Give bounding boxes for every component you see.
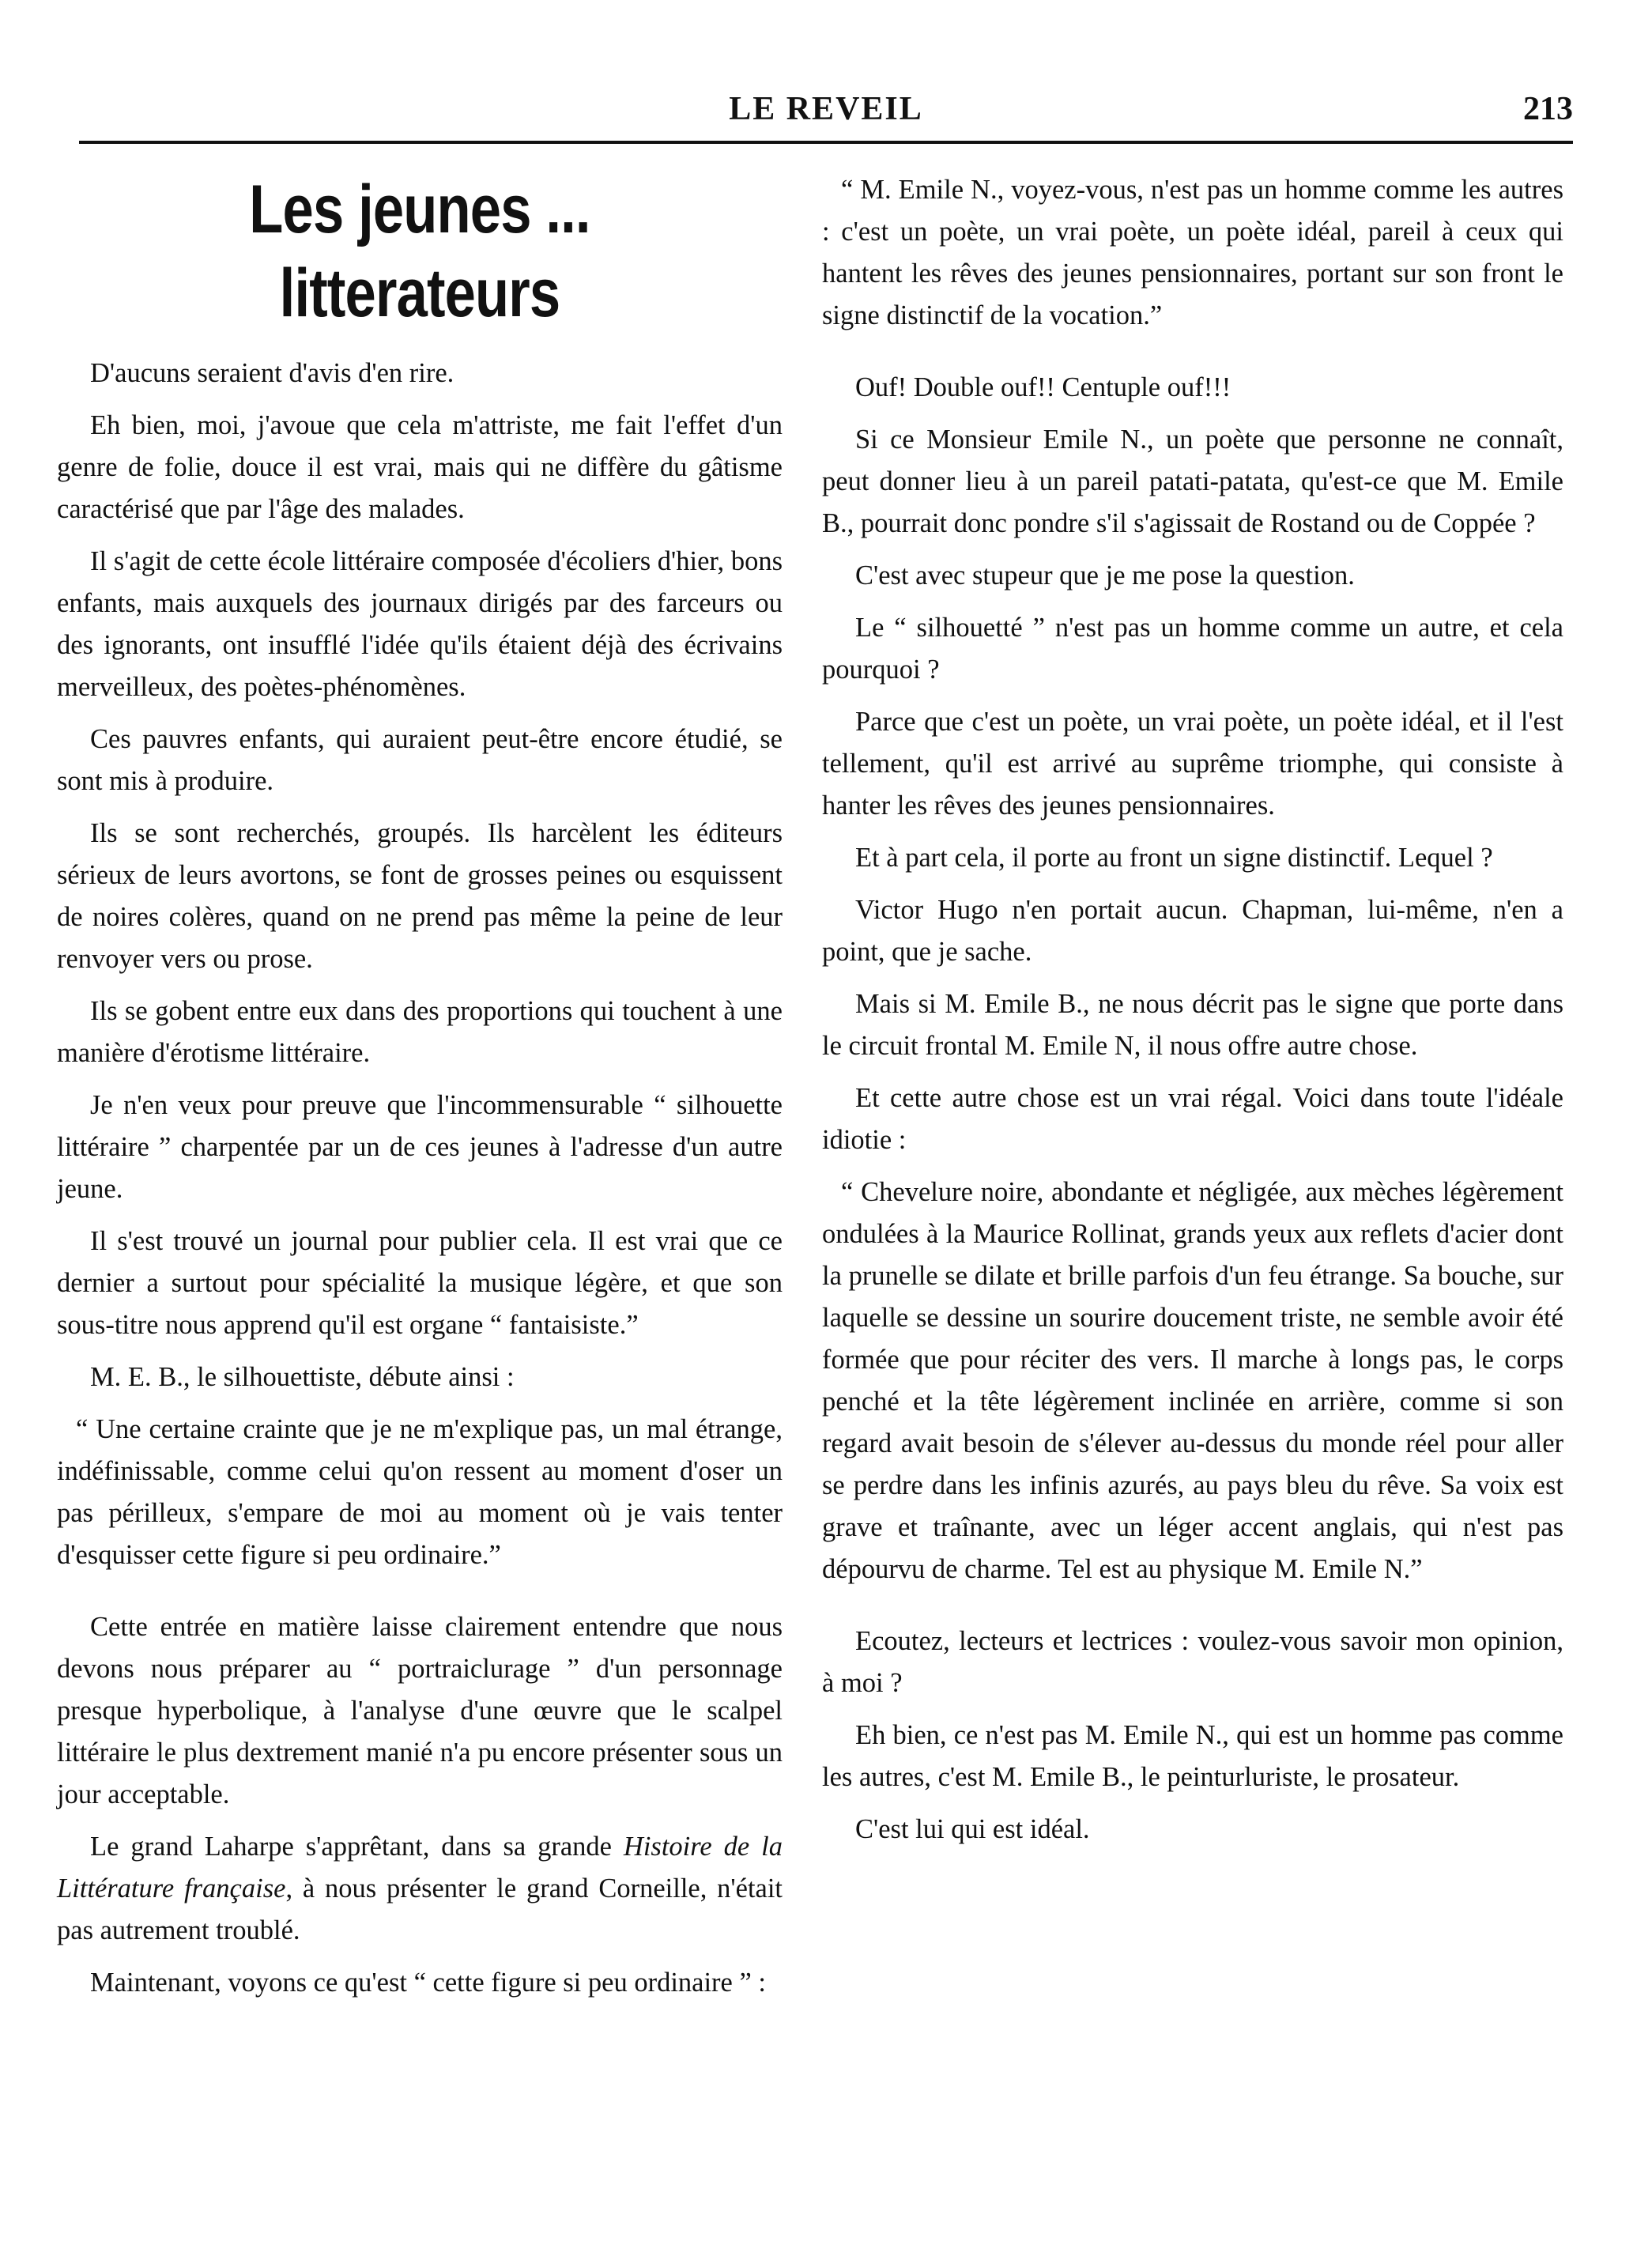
paragraph: Parce que c'est un poète, un vrai poète, un poète idéal, et il l'est tellement, qu'il est arrivé au suprême triomphe, qui consiste à hanter les rêves des jeunes pensionnaires.: [822, 707, 1563, 821]
paragraph: M. E. B., le silhouettiste, débute ainsi :: [90, 1362, 515, 1392]
paragraph: Et cette autre chose est un vrai régal. Voici dans toute l'idéale idiotie :: [822, 1083, 1563, 1155]
paragraph: Ils se sont recherchés, groupés. Ils harcèlent les éditeurs sérieux de leurs avortons, se font de grosses peines ou esquissent de noires colères, quand on ne prend pas même la peine de leur renvoyer vers ou prose.: [57, 818, 783, 974]
paragraph: Et à part cela, il porte au front un signe distinctif. Lequel ?: [855, 843, 1493, 873]
paragraph: [57, 1826, 783, 1952]
left-column: [57, 158, 783, 2014]
block-quote: “ Chevelure noire, abondante et négligée, aux mèches légèrement ondulées à la Maurice Rollinat, grands yeux aux reflets d'acier dont la prunelle se dilate et brille parfois d'un feu étrange. Sa bouche, sur laquelle se dessine un sourire doucement triste, ne semble avoir été formée que pour réciter des vers. Il marche à longs pas, le corps penché et la tête légèrement inclinée en arrière, comme si son regard avait besoin de s'élever au-dessus du monde réel pour aller se perdre dans les infinis azurés, au pays bleu du rêve. Sa voix est grave et traînante, avec un léger accent anglais, qui n'est pas dépourvu de charme. Tel est au physique M. Emile N.”: [822, 1177, 1563, 1584]
paragraph: Je n'en veux pour preuve que l'incommensurable “ silhouette littéraire ” charpentée par un de ces jeunes à l'adresse d'un autre jeune.: [57, 1090, 783, 1204]
running-head: [79, 85, 1573, 133]
journal-title: LE REVEIL: [729, 91, 923, 127]
paragraph: Ils se gobent entre eux dans des proportions qui touchent à une manière d'érotisme littéraire.: [57, 996, 783, 1068]
paragraph: Eh bien, moi, j'avoue que cela m'attriste, me fait l'effet d'un genre de folie, douce il est vrai, mais qui ne diffère du gâtisme caractérisé que par l'âge des malades.: [57, 410, 783, 524]
text-run: , à nous présenter le grand Corneille, n'était pas autrement troublé.: [57, 1873, 783, 1945]
paragraph: Ouf! Double ouf!! Centuple ouf!!!: [855, 372, 1231, 402]
paragraph: Si ce Monsieur Emile N., un poète que personne ne connaît, peut donner lieu à un pareil patati-patata, qu'est-ce que M. Emile B., pourrait donc pondre s'il s'agissait de Rostand ou de Coppée ?: [822, 424, 1563, 538]
paragraph: Il s'agit de cette école littéraire composée d'écoliers d'hier, bons enfants, mais auxquels des journaux dirigés par des farceurs ou des ignorants, ont insufflé l'idée qu'ils étaient déjà des écrivains merveilleux, des poètes-phénomènes.: [57, 546, 783, 702]
paragraph: Le “ silhouetté ” n'est pas un homme comme un autre, et cela pourquoi ?: [822, 613, 1563, 685]
paragraph: Eh bien, ce n'est pas M. Emile N., qui est un homme pas comme les autres, c'est M. Emile B., le peinturluriste, le prosateur.: [822, 1720, 1563, 1792]
block-quote: “ M. Emile N., voyez-vous, n'est pas un homme comme les autres : c'est un poète, un vrai poète, un poète idéal, pareil à ceux qui hantent les rêves des jeunes pensionnaires, portant sur son front le signe distinctif de la vocation.”: [822, 175, 1563, 330]
right-column: [822, 158, 1563, 1861]
paragraph: C'est avec stupeur que je me pose la question.: [855, 560, 1355, 590]
block-quote: “ Une certaine crainte que je ne m'explique pas, un mal étrange, indéfinissable, comme celui qu'on ressent au moment d'oser un pas périlleux, s'empare de moi au moment où je vais tenter d'esquisser cette figure si peu ordinaire.”: [57, 1414, 783, 1570]
paragraph: Cette entrée en matière laisse clairement entendre que nous devons nous préparer au “ portraiclurage ” d'un personnage presque hyperbolique, à l'analyse d'une œuvre que le scalpel littéraire le plus dextrement manié n'a pu encore présenter sous un jour acceptable.: [57, 1612, 783, 1809]
header-rule: [79, 141, 1573, 144]
paragraph: Maintenant, voyons ce qu'est “ cette figure si peu ordinaire ” :: [90, 1968, 767, 1998]
paragraph: Victor Hugo n'en portait aucun. Chapman, lui-même, n'en a point, que je sache.: [822, 895, 1563, 967]
paragraph: Il s'est trouvé un journal pour publier cela. Il est vrai que ce dernier a surtout pour spécialité la musique légère, et que son sous-titre nous apprend qu'il est organe “ fantaisiste.”: [57, 1226, 783, 1340]
paragraph: Ces pauvres enfants, qui auraient peut-être encore étudié, se sont mis à produire.: [57, 724, 783, 796]
paragraph: C'est lui qui est idéal.: [855, 1814, 1090, 1844]
book-title: Histoire de la Littérature française: [57, 1832, 783, 1904]
paragraph: Mais si M. Emile B., ne nous décrit pas le signe que porte dans le circuit frontal M. Emile N, il nous offre autre chose.: [822, 989, 1563, 1061]
paragraph: Ecoutez, lecteurs et lectrices : voulez-vous savoir mon opinion, à moi ?: [822, 1626, 1563, 1698]
text-run: Le grand Laharpe s'apprêtant, dans sa grande: [90, 1832, 624, 1862]
paragraph: D'aucuns seraient d'avis d'en rire.: [90, 358, 454, 388]
article-title: Les jeunes ... litterateurs: [249, 172, 590, 331]
page-number: 213: [1523, 91, 1573, 127]
